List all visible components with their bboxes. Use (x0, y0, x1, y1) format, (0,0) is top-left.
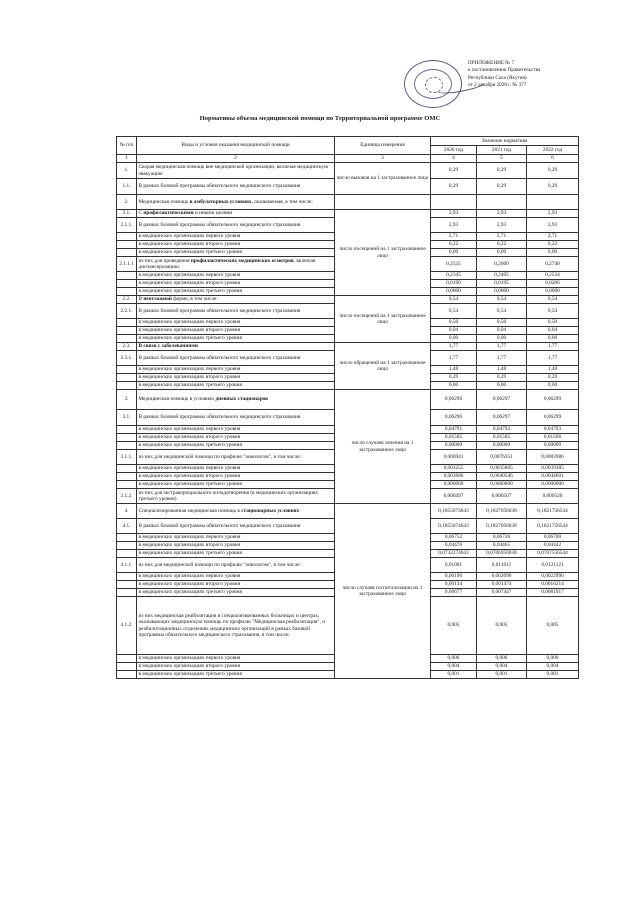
row-number (117, 534, 137, 542)
row-label (137, 504, 335, 519)
value-2021: 1,48 (477, 366, 527, 374)
value-2022: 0,06299 (527, 410, 579, 426)
value-2021: 0,0195 (477, 280, 527, 288)
row-label: В рамках базовой программы обязательного медицинского страхования (137, 304, 335, 319)
value-2022: 0,04793 (527, 426, 579, 434)
value-2021: 0,00 (477, 382, 527, 390)
value-2022: 1,77 (527, 351, 579, 366)
value-2021: 0,000507 (477, 489, 527, 504)
official-seal (404, 60, 462, 108)
value-2022: 0,01506 (527, 434, 579, 442)
row-number (117, 335, 137, 343)
value-2020: 0,06752 (431, 534, 477, 542)
row-number (117, 366, 137, 374)
row-number (117, 589, 137, 597)
row-number (117, 573, 137, 581)
value-2020: 0,06296 (431, 410, 477, 426)
document-title: Нормативы объема медицинской помощи по Территориальной программе ОМС (199, 115, 441, 122)
value-2020: 0,1855074643 (431, 519, 477, 534)
value-2021: 0,06736 (477, 534, 527, 542)
value-2020: 0,06296 (431, 390, 477, 410)
value-2020: 0,00 (431, 249, 477, 257)
row-number (117, 481, 137, 489)
unit-cell: число посещений на 1 застрахованное лицо (335, 210, 431, 296)
row-label: в медицинских организациях первого уровня (137, 366, 335, 374)
colnum: 2 (137, 155, 335, 163)
row-label: В рамках базовой программы обязательного медицинского страхования (137, 218, 335, 233)
row-label: в медицинских организациях второго уровня (137, 473, 335, 481)
value-2020: 0,000000 (431, 481, 477, 489)
value-2020: 0,1855074643 (431, 504, 477, 519)
row-number: 3.1.2. (117, 489, 137, 504)
row-label: В рамках базовой программы обязательного медицинского страхования (137, 179, 335, 195)
row-number (117, 233, 137, 241)
row-number: 4.1. (117, 519, 137, 534)
table-row (117, 504, 579, 519)
value-2021 (477, 195, 527, 210)
row-number (117, 671, 137, 679)
row-label: В рамках базовой программы обязательного медицинского страхования (137, 519, 335, 534)
table-row (117, 296, 579, 304)
row-label (137, 257, 335, 272)
unit-cell: число вызовов на 1 застрахованное лицо (335, 163, 431, 195)
value-2020: 0,01505 (431, 434, 477, 442)
value-2020: 0,00000 (431, 442, 477, 450)
row-label: из них для медицинской помощи по профилю "онкология", в том числе: (137, 450, 335, 465)
row-label: в медицинских организациях второго уровня (137, 327, 335, 335)
value-2022: 0,0016214 (527, 581, 579, 589)
value-2020: 0,01001 (431, 558, 477, 573)
row-number: 1. (117, 163, 137, 179)
value-2022: 0,005 (527, 597, 579, 655)
value-2020: 0,001 (431, 671, 477, 679)
colnum: 1 (117, 155, 137, 163)
row-number (117, 327, 137, 335)
value-2021: 0,2405 (477, 272, 527, 280)
row-label: В рамках базовой программы обязательного медицинского страхования (137, 351, 335, 366)
value-2022: 0,2534 (527, 272, 579, 280)
row-number (117, 426, 137, 434)
value-2020: 0,50 (431, 319, 477, 327)
value-2022: 0,0022990 (527, 573, 579, 581)
row-number (117, 655, 137, 663)
row-number (117, 280, 137, 288)
value-2022: 0,001 (527, 671, 579, 679)
value-2021: 0,1827056038 (477, 519, 527, 534)
row-label: из них для медицинской помощи по профилю "онкология", в том числе: (137, 558, 335, 573)
row-number: 3.1. (117, 410, 137, 426)
row-label: В рамках базовой программы обязательного медицинского страхования (137, 410, 335, 426)
colnum: 3 (335, 155, 431, 163)
value-2021: 0,29 (477, 163, 527, 179)
row-label-text: , включая диспансеризацию: (138, 257, 316, 270)
row-number (117, 272, 137, 280)
value-2020: 0,22 (431, 241, 477, 249)
value-2022: 0,0206 (527, 280, 579, 288)
value-2022: 0,004 (527, 663, 579, 671)
row-number (117, 374, 137, 382)
value-2021: 0,1827056038 (477, 504, 527, 519)
row-label: в медицинских организациях третьего уровня (137, 671, 335, 679)
row-number: 4. (117, 504, 137, 519)
value-2020: 0,003255 (431, 465, 477, 473)
value-2021: 0,06297 (477, 410, 527, 426)
colnum: 5 (477, 155, 527, 163)
row-number (117, 465, 137, 473)
row-label: в медицинских организациях второго уровня (137, 241, 335, 249)
value-2021: 2,93 (477, 218, 527, 233)
value-2021: 2,71 (477, 233, 527, 241)
row-label: в медицинских организациях первого уровня (137, 319, 335, 327)
value-2021: 0,0000 (477, 288, 527, 296)
value-2022: 2,93 (527, 210, 579, 218)
value-2020: 0,54 (431, 296, 477, 304)
value-2020: 0,2345 (431, 272, 477, 280)
value-2021: 0,01505 (477, 434, 527, 442)
table-row (117, 210, 579, 218)
row-label: в медицинских организациях третьего уровня (137, 589, 335, 597)
row-number (117, 581, 137, 589)
table-row (117, 343, 579, 351)
value-2021: 0,007447 (477, 589, 527, 597)
value-2021: 0,2600 (477, 257, 527, 272)
value-2022: 0,50 (527, 319, 579, 327)
value-2020: 0,54 (431, 304, 477, 319)
row-number: 2.3. (117, 343, 137, 351)
colnum: 4 (431, 155, 477, 163)
row-number: 3. (117, 390, 137, 410)
row-number: 4.1.1. (117, 558, 137, 573)
value-2021: 0,06297 (477, 390, 527, 410)
value-2022: 0,000520 (527, 489, 579, 504)
value-2021: 1,77 (477, 351, 527, 366)
value-2021: 0,002090 (477, 573, 527, 581)
row-label: в медицинских организациях второго уровня (137, 581, 335, 589)
value-2020: 0,2535 (431, 257, 477, 272)
value-2022: 0,000 (527, 655, 579, 663)
header-year-2021: 2021 год (477, 146, 527, 155)
value-2022: 0,0707556544 (527, 550, 579, 558)
value-2021: 0,00 (477, 335, 527, 343)
colnum: 6 (527, 155, 579, 163)
value-2020: 0,00677 (431, 589, 477, 597)
value-2020: 1,77 (431, 343, 477, 351)
row-number: 4.1.2. (117, 597, 137, 655)
row-label-emphasis: профилактических медицинских осмотров (190, 257, 294, 264)
header-year-2020: 2020 год (431, 146, 477, 155)
value-2022: 0,54 (527, 304, 579, 319)
row-label: в медицинских организациях второго уровня (137, 434, 335, 442)
value-2020: 2,93 (431, 218, 477, 233)
row-label-text: и иными целями (193, 210, 233, 217)
value-2020: 0,003686 (431, 473, 477, 481)
row-label: В связи с заболеваниями (137, 343, 335, 351)
row-number (117, 542, 137, 550)
row-number: 2.1.1.1 (117, 257, 137, 272)
row-label: в медицинских организациях первого уровня (137, 272, 335, 280)
value-2020: 2,71 (431, 233, 477, 241)
value-2020: 0,29 (431, 179, 477, 195)
row-label-text: Медицинская помощь в условиях (138, 396, 216, 403)
value-2021: 0,001 (477, 671, 527, 679)
table-row (117, 390, 579, 410)
row-number: 2.3.1. (117, 351, 137, 366)
value-2022: 1,48 (527, 366, 579, 374)
table-row (117, 195, 579, 210)
unit-cell: число посещений на 1 застрахованное лицо (335, 296, 431, 343)
value-2022: 0,0044601 (527, 473, 579, 481)
value-2020: 1,77 (431, 351, 477, 366)
row-label: в медицинских организациях третьего уровня (137, 442, 335, 450)
row-number (117, 434, 137, 442)
value-2022: 0,1821756544 (527, 504, 579, 519)
table-row (117, 163, 579, 179)
value-2021: 0,000 (477, 655, 527, 663)
value-2021: 0,29 (477, 179, 527, 195)
value-2020: 0,005 (431, 597, 477, 655)
value-2020: 0,0000 (431, 288, 477, 296)
value-2022: 0,00000 (527, 442, 579, 450)
row-label (137, 210, 335, 218)
value-2020: 0,000497 (431, 489, 477, 504)
value-2021: 0,00000 (477, 442, 527, 450)
value-2022: 0,04442 (527, 542, 579, 550)
value-2022: 0,0121121 (527, 558, 579, 573)
annex-block (468, 60, 638, 90)
value-2021: 0,04465 (477, 542, 527, 550)
row-label-emphasis: профилактическими (143, 210, 194, 217)
header-unit: Единица измерения (335, 137, 431, 155)
value-2020: 0,04 (431, 327, 477, 335)
annex-line: к постановлению Правительства (468, 67, 541, 74)
row-number (117, 473, 137, 481)
row-label: в медицинских организациях третьего уровня (137, 335, 335, 343)
value-2022: 0,2740 (527, 257, 579, 272)
value-2022: 0,00 (527, 249, 579, 257)
value-2021: 0,54 (477, 296, 527, 304)
row-label: в медицинских организациях второго уровня (137, 542, 335, 550)
value-2021: 0,00 (477, 249, 527, 257)
row-number: 2.2. (117, 296, 137, 304)
value-2021: 0,50 (477, 319, 527, 327)
value-2021: 0,54 (477, 304, 527, 319)
row-label-emphasis: дневных стационаров (215, 396, 269, 403)
row-label: в медицинских организациях третьего уровня (137, 382, 335, 390)
row-label: в медицинских организациях первого уровня (137, 655, 335, 663)
row-number (117, 249, 137, 257)
value-2020: 0,00 (431, 382, 477, 390)
value-2020: 0,04791 (431, 426, 477, 434)
unit-cell: число случаев лечения на 1 застрахованное лицо (335, 390, 431, 504)
value-2020: 0,04476 (431, 542, 477, 550)
row-label-emphasis: стационарных условиях (241, 507, 300, 514)
row-number (117, 241, 137, 249)
row-label: в медицинских организациях первого уровня (137, 573, 335, 581)
unit-cell (335, 195, 431, 210)
value-2021: 0,04792 (477, 426, 527, 434)
row-label (137, 296, 335, 304)
row-label: в медицинских организациях третьего уровня (137, 249, 335, 257)
value-2022: 0,0083986 (527, 450, 579, 465)
row-label: в медицинских организациях второго уровня (137, 663, 335, 671)
value-2022: 2,71 (527, 233, 579, 241)
value-2021: 0,22 (477, 241, 527, 249)
value-2021: 0,005 (477, 597, 527, 655)
value-2022: 2,93 (527, 218, 579, 233)
row-label: Скорая медицинская помощь вне медицинской организации, включая медицинскую эвакуацию (137, 163, 335, 179)
row-label-text: Медицинская помощь (138, 198, 190, 205)
value-2020: 0,004 (431, 663, 477, 671)
value-2020: 1,48 (431, 366, 477, 374)
value-2020: 0,0190 (431, 280, 477, 288)
value-2022: 1,77 (527, 343, 579, 351)
value-2022: 0,29 (527, 179, 579, 195)
value-2022: 0,22 (527, 241, 579, 249)
row-number: 1.1. (117, 179, 137, 195)
row-label (137, 195, 335, 210)
row-label: в медицинских организациях первого уровня (137, 233, 335, 241)
value-2022: 0,0081917 (527, 589, 579, 597)
row-label-emphasis: неотложной (143, 296, 172, 303)
row-label-emphasis: в амбулаторных условиях (189, 198, 252, 205)
value-2020: 2,93 (431, 210, 477, 218)
header-num: № п/п (117, 137, 137, 155)
row-number: 3.1.1. (117, 450, 137, 465)
value-2021: 0,04 (477, 327, 527, 335)
value-2021: 2,93 (477, 210, 527, 218)
value-2021: 0,0706956038 (477, 550, 527, 558)
row-label-text: Специализированная медицинская помощь в (138, 507, 242, 514)
header-value: Значение норматива (431, 137, 579, 146)
value-2022: 0,1821756544 (527, 519, 579, 534)
value-2020 (431, 195, 477, 210)
value-2022: 0,00 (527, 335, 579, 343)
value-2022: 0,29 (527, 163, 579, 179)
row-label-text: из них для проведения (138, 257, 191, 264)
header-kind: Виды и условия оказания медицинской помощи (137, 137, 335, 155)
value-2022: 0,00 (527, 382, 579, 390)
row-label: в медицинских организациях второго уровня (137, 280, 335, 288)
row-number: 2.1.1. (117, 218, 137, 233)
unit-cell: число обращений на 1 застрахованное лицо (335, 343, 431, 390)
value-2022: 0,06700 (527, 534, 579, 542)
value-2022: 0,29 (527, 374, 579, 382)
row-number (117, 550, 137, 558)
value-2021: 0,001474 (477, 581, 527, 589)
row-label: в медицинских организациях третьего уровня (137, 288, 335, 296)
row-label: в медицинских организациях второго уровня (137, 374, 335, 382)
row-label: в медицинских организациях третьего уровня (137, 481, 335, 489)
header-year-2022: 2022 год (527, 146, 579, 155)
row-number (117, 663, 137, 671)
row-number (117, 288, 137, 296)
value-2020: 0,29 (431, 374, 477, 382)
value-2021: 0,0076351 (477, 450, 527, 465)
row-label: из них медицинская реабилитация в специализированных больницах и центрах, оказывающих медицинскую помощь по профилю "Медицинская реабилитация", и реабилитационных отделениях медицинских организаций в рамках базовой программы обязательного медицинского страхования, в том числе: (137, 597, 335, 655)
value-2020: 0,00 (431, 335, 477, 343)
row-label-text: , оказываемая, в том числе: (251, 198, 313, 205)
row-number: 2.2.1. (117, 304, 137, 319)
value-2022: 0,06299 (527, 390, 579, 410)
value-2022 (527, 195, 579, 210)
row-label: из них для экстракорпорального оплодотворения (в медицинских организациях третьего уровня) (137, 489, 335, 504)
row-label (137, 390, 335, 410)
row-label-text: В (138, 296, 144, 303)
value-2020: 0,29 (431, 163, 477, 179)
value-2022: 0,0000000 (527, 481, 579, 489)
value-2020: 0,00134 (431, 581, 477, 589)
row-number (117, 319, 137, 327)
value-2021: 1,77 (477, 343, 527, 351)
value-2020: 0,000 (431, 655, 477, 663)
row-number (117, 382, 137, 390)
value-2022: 0,0000 (527, 288, 579, 296)
row-number: 2.1. (117, 210, 137, 218)
value-2021: 0,011011 (477, 558, 527, 573)
value-2021: 0,004 (477, 663, 527, 671)
value-2021: 0,0035805 (477, 465, 527, 473)
row-number (117, 442, 137, 450)
row-label: в медицинских организациях третьего уровня (137, 550, 335, 558)
row-label: в медицинских организациях первого уровня (137, 426, 335, 434)
row-label-text: С (138, 210, 144, 217)
value-2022: 0,0039385 (527, 465, 579, 473)
annex-line: ПРИЛОЖЕНИЕ № 7 (468, 60, 515, 66)
value-2020: 0,00190 (431, 573, 477, 581)
annex-line: Республики Саха (Якутия) (468, 74, 527, 81)
row-number: 2. (117, 195, 137, 210)
norms-table (116, 136, 579, 679)
value-2021: 0,0040546 (477, 473, 527, 481)
value-2021: 0,29 (477, 374, 527, 382)
value-2022: 0,54 (527, 296, 579, 304)
value-2020: 0,0732274643 (431, 550, 477, 558)
row-label-text: форме, в том числе: (171, 296, 218, 303)
annex-line: от 2 декабря 2020 г. № 377 (468, 82, 527, 89)
row-label: в медицинских организациях первого уровня (137, 465, 335, 473)
unit-cell: число случаев госпитализации на 1 застрахованное лицо (335, 504, 431, 679)
value-2021: 0,0000000 (477, 481, 527, 489)
row-label: в медицинских организациях первого уровня (137, 534, 335, 542)
value-2022: 0,04 (527, 327, 579, 335)
value-2020: 0,006941 (431, 450, 477, 465)
